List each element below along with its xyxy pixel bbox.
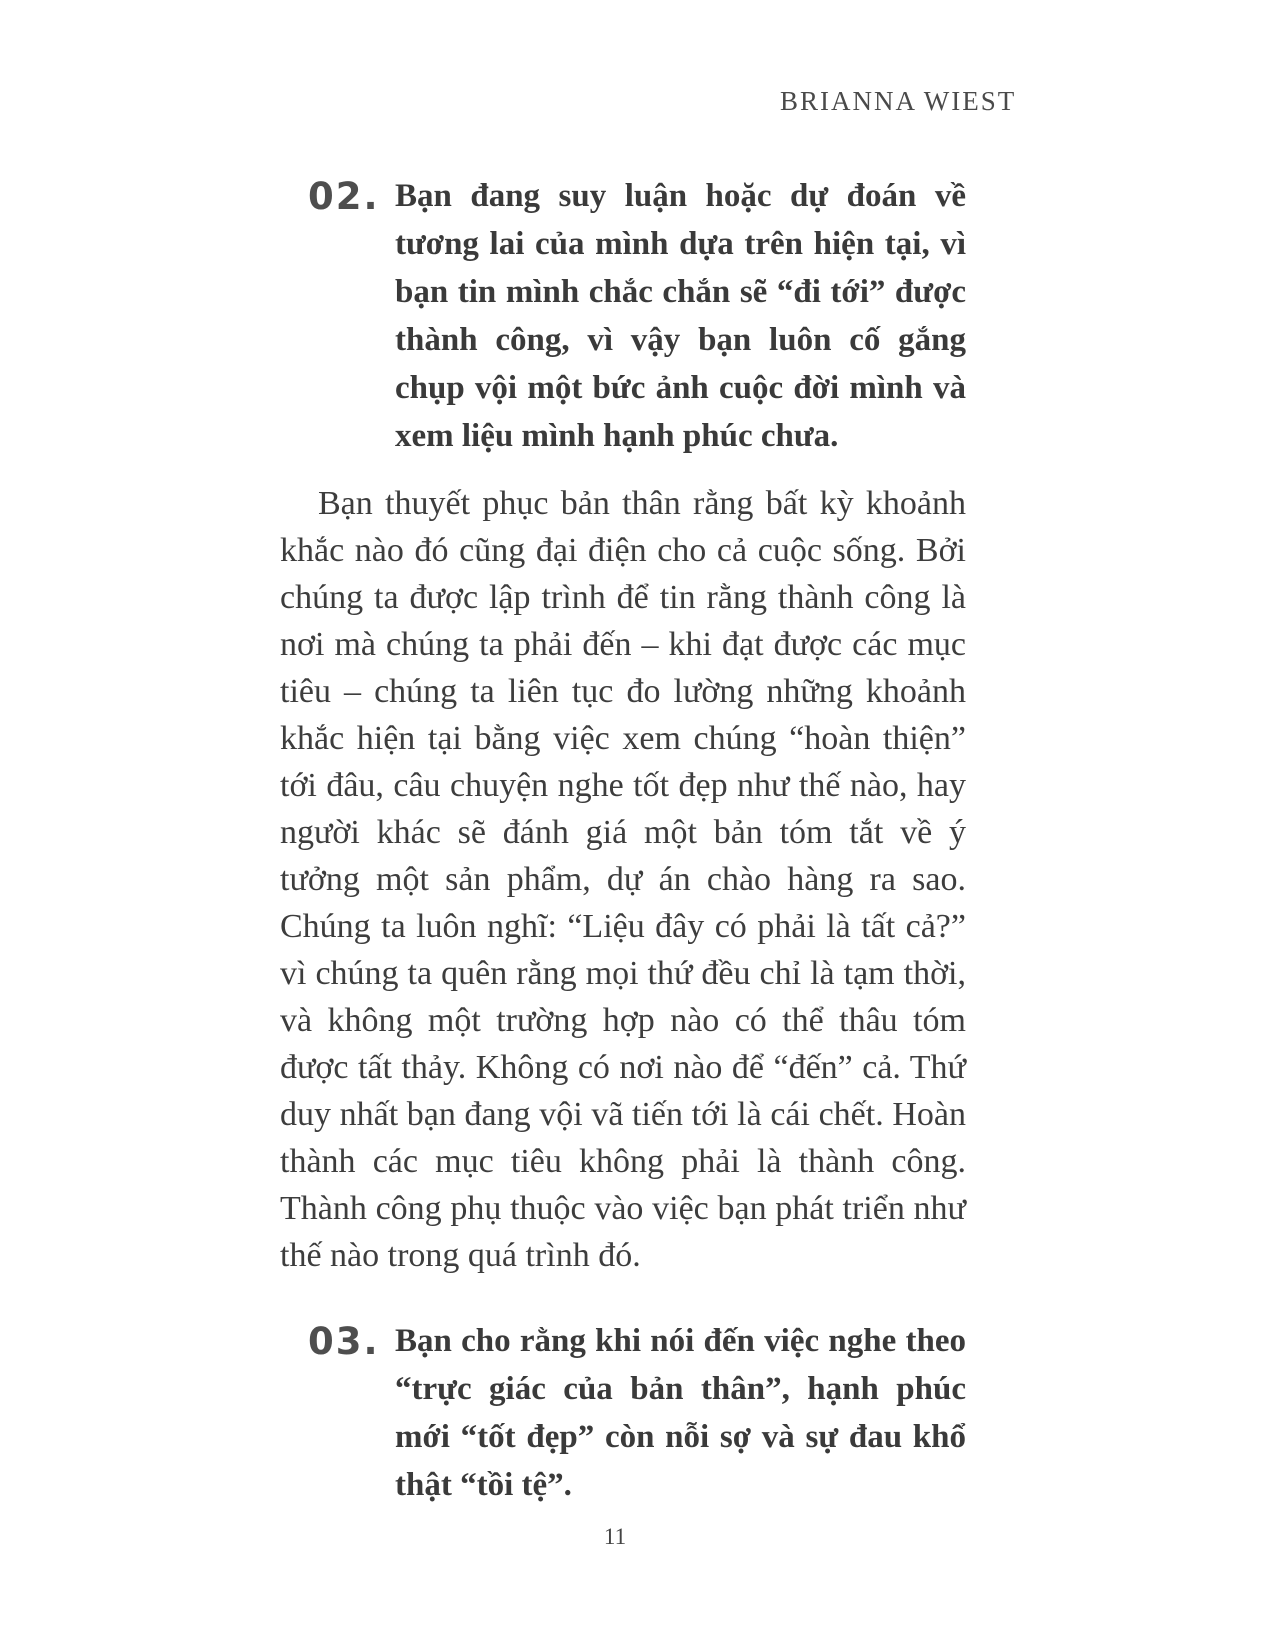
text-block: [280, 172, 966, 1509]
author-name: BRIANNA WIEST: [780, 86, 1017, 116]
numbered-item-03-number: 03.: [308, 1320, 380, 1363]
numbered-item-02-text: Bạn đang suy luận hoặc dự đoán về tương lai của mình dựa trên hiện tại, vì bạn tin mình chắc chắn sẽ “đi tới” được thành công, vì vậy bạn luôn cố gắng chụp vội một bức ảnh cuộc đời mình và xem liệu mình hạnh phúc chưa.: [395, 178, 966, 454]
running-header: [780, 86, 1016, 117]
page-number: 11: [603, 1524, 627, 1549]
body-paragraph: Bạn thuyết phục bản thân rằng bất kỳ khoảnh khắc nào đó cũng đại điện cho cả cuộc sống. Bởi chúng ta được lập trình để tin rằng thành công là nơi mà chúng ta phải đến – khi đạt được các mục tiêu – chúng ta liên tục đo lường những khoảnh khắc hiện tại bằng việc xem chúng “hoàn thiện” tới đâu, câu chuyện nghe tốt đẹp như thế nào, hay người khác sẽ đánh giá một bản tóm tắt về ý tưởng một sản phẩm, dự án chào hàng ra sao. Chúng ta luôn nghĩ: “Liệu đây có phải là tất cả?” vì chúng ta quên rằng mọi thứ đều chỉ là tạm thời, và không một trường hợp nào có thể thâu tóm được tất thảy. Không có nơi nào để “đến” cả. Thứ duy nhất bạn đang vội vã tiến tới là cái chết. Hoàn thành các mục tiêu không phải là thành công. Thành công phụ thuộc vào việc bạn phát triển như thế nào trong quá trình đó.: [280, 485, 966, 1274]
numbered-item-03-text: Bạn cho rằng khi nói đến việc nghe theo “trực giác của bản thân”, hạnh phúc mới “tốt đẹp” còn nỗi sợ và sự đau khổ thật “tồi tệ”.: [395, 1323, 966, 1503]
numbered-item-02: [280, 172, 966, 460]
numbered-item-02-number: 02.: [308, 175, 380, 218]
numbered-item-03: [280, 1317, 966, 1509]
